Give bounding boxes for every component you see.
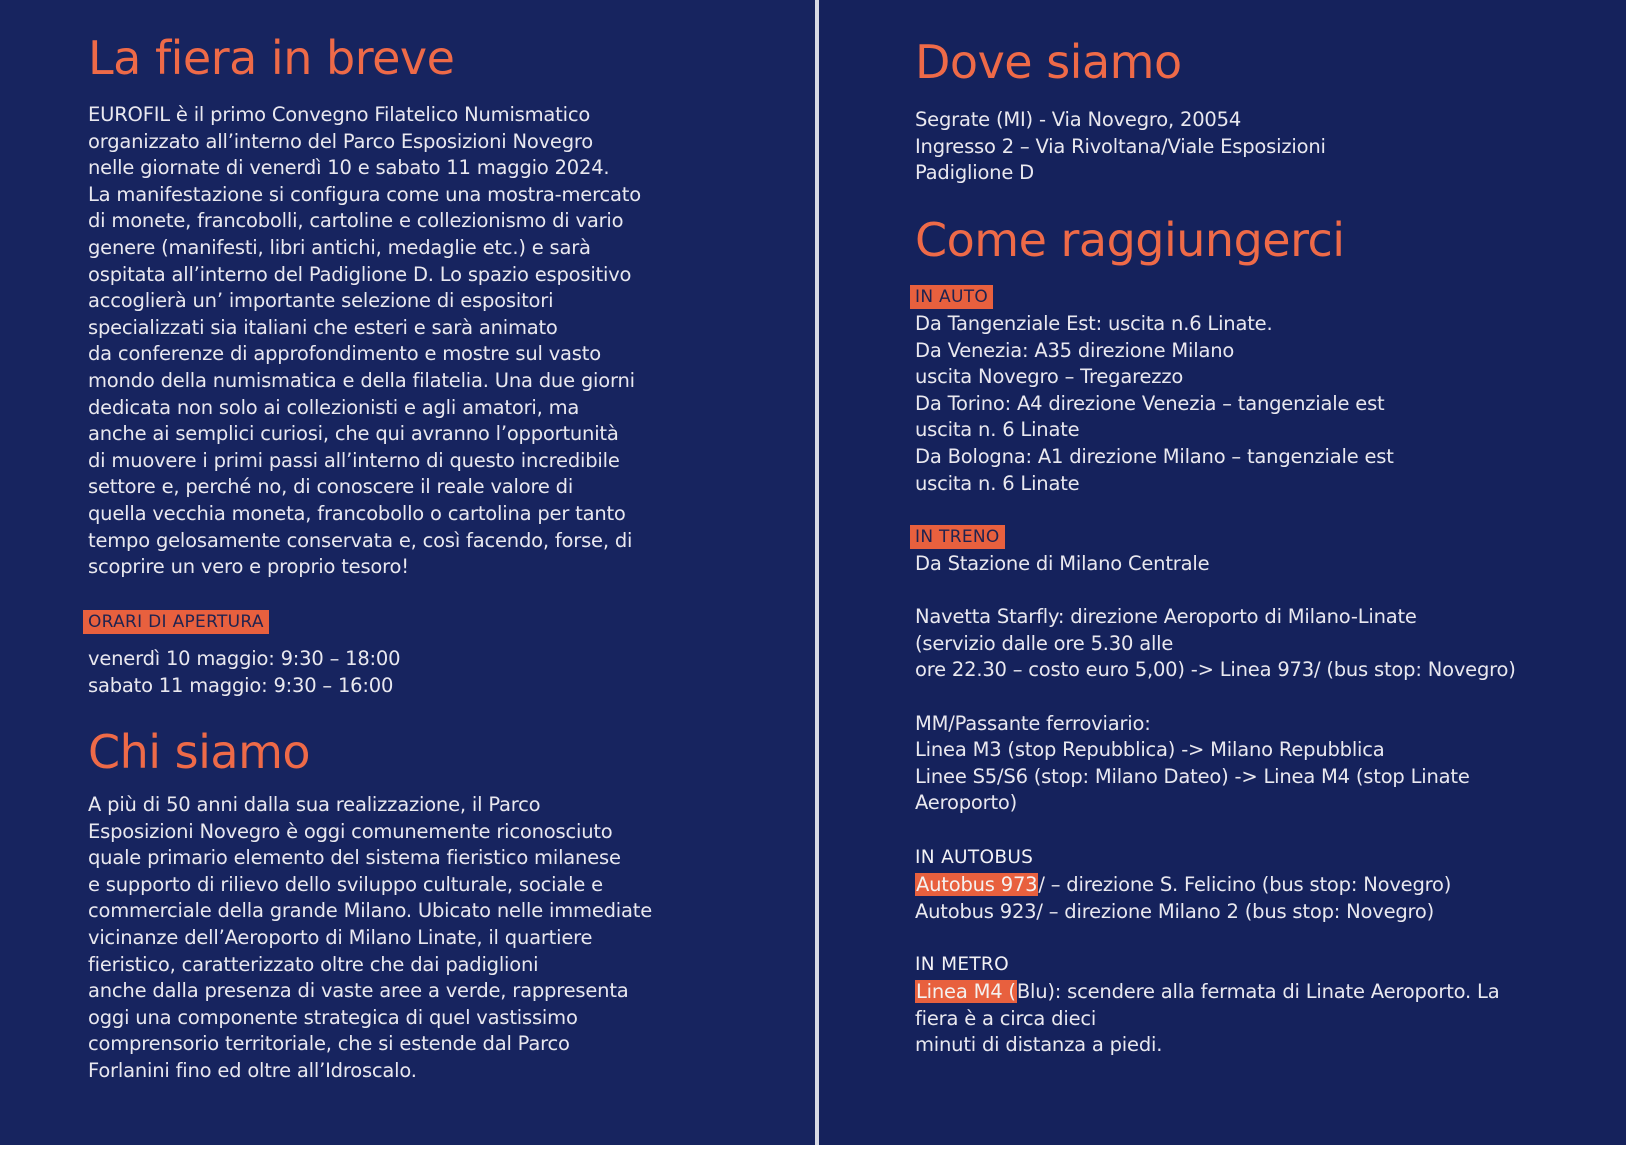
chi-title: Chi siamo (88, 725, 311, 779)
orari-times (88, 646, 400, 699)
metro-text: Blu): scendere alla fermata di Linate Aeroporto. La (1016, 980, 1500, 1003)
fiera-line: scoprire un vero e proprio tesoro! (88, 555, 409, 579)
auto-line: Da Tangenziale Est: uscita n.6 Linate. (915, 312, 1273, 335)
fiera-line: dedicata non solo ai collezionisti e agli amatori, ma (88, 395, 580, 419)
orari-line: venerdì 10 maggio: 9:30 – 18:00 (88, 647, 401, 670)
dove-line: Segrate (MI) - Via Novegro, 20054 (915, 108, 1242, 131)
navetta-line: ore 22.30 – costo euro 5,00) -> Linea 973/ (bus stop: Novegro) (915, 658, 1516, 682)
auto-line: uscita Novegro – Tregarezzo (915, 365, 1184, 389)
chi-paragraph (88, 792, 652, 1085)
fiera-line: accoglierà un’ importante selezione di espositori (88, 289, 554, 313)
navetta-line: Navetta Starfly: direzione Aeroporto di Milano-Linate (915, 605, 1417, 629)
fiera-line: mondo della numismatica e della filatelia. Una due giorni (88, 368, 635, 392)
spacer (915, 684, 1516, 711)
treno-label: IN TRENO (910, 525, 1005, 549)
fiera-line: di monete, francobolli, cartoline e collezionismo di vario (88, 209, 624, 233)
fiera-line: genere (manifesti, libri antichi, medaglie etc.) e sarà (88, 235, 591, 259)
bus-973-line (915, 872, 1451, 899)
bus-923-line: Autobus 923/ – direzione Milano 2 (bus stop: Novegro) (915, 899, 1435, 923)
fiera-line: anche ai semplici curiosi, che qui avranno l’opportunità (88, 422, 619, 446)
bus-973-text: / – direzione S. Felicino (bus stop: Novegro) (1038, 873, 1452, 896)
auto-line: Da Venezia: A35 direzione Milano (915, 338, 1235, 362)
treno-directions (915, 551, 1516, 817)
fiera-line: settore e, perché no, di conoscere il reale valore di (88, 475, 574, 499)
metro-label: IN METRO (915, 954, 1009, 975)
dove-line: Padiglione D (915, 161, 1034, 185)
fiera-title: La fiera in breve (88, 31, 455, 85)
auto-line: uscita n. 6 Linate (915, 418, 1080, 442)
orari-label: ORARI DI APERTURA (83, 610, 269, 634)
chi-line: e supporto di rilievo dello sviluppo culturale, sociale e (88, 872, 603, 896)
mm-line: Linea M3 (stop Repubblica) -> Milano Repubblica (915, 738, 1385, 762)
mm-line: Aeroporto) (915, 791, 1018, 815)
dove-address (915, 107, 1326, 187)
dove-title: Dove siamo (915, 35, 1182, 89)
metro-line: fiera è a circa dieci (915, 1006, 1097, 1030)
auto-directions (915, 311, 1394, 497)
autobus-directions (915, 872, 1451, 925)
treno-line: Da Stazione di Milano Centrale (915, 552, 1210, 575)
chi-line: fieristico, caratterizzato oltre che dai padiglioni (88, 952, 539, 976)
metro-highlight: Linea M4 ( (916, 980, 1016, 1003)
fiera-line: da conferenze di approfondimento e mostre sul vasto (88, 342, 601, 366)
fiera-line: di muovere i primi passi all’interno di questo incredibile (88, 448, 620, 472)
orari-line: sabato 11 maggio: 9:30 – 16:00 (88, 673, 394, 697)
mm-line: MM/Passante ferroviario: (915, 711, 1151, 735)
fiera-paragraph (88, 102, 641, 581)
mm-line: Linee S5/S6 (stop: Milano Dateo) -> Linea M4 (stop Linate (915, 764, 1470, 788)
bus-973-highlight: Autobus 973 (916, 873, 1038, 896)
fiera-line: nelle giornate di venerdì 10 e sabato 11 maggio 2024. (88, 156, 610, 180)
auto-line: Da Bologna: A1 direzione Milano – tangenziale est (915, 444, 1394, 468)
autobus-label: IN AUTOBUS (915, 847, 1034, 868)
dove-line: Ingresso 2 – Via Rivoltana/Viale Esposizioni (915, 134, 1326, 158)
chi-line: vicinanze dell’Aeroporto di Milano Linate, il quartiere (88, 925, 593, 949)
fiera-line: EUROFIL è il primo Convegno Filatelico Numismatico (88, 103, 591, 126)
spacer (915, 578, 1516, 605)
fiera-line: organizzato all’interno del Parco Esposizioni Novegro (88, 129, 594, 153)
auto-line: Da Torino: A4 direzione Venezia – tangenziale est (915, 391, 1385, 415)
fiera-line: specializzati sia italiani che esteri e sarà animato (88, 315, 558, 339)
fiera-line: tempo gelosamente conservata e, così facendo, forse, di (88, 528, 633, 552)
auto-line: uscita n. 6 Linate (915, 471, 1080, 495)
fiera-line: La manifestazione si configura come una mostra-mercato (88, 182, 641, 206)
chi-line: quale primario elemento del sistema fieristico milanese (88, 846, 621, 870)
chi-line: oggi una componente strategica di quel vastissimo (88, 1005, 578, 1029)
fiera-line: ospitata all’interno del Padiglione D. Lo spazio espositivo (88, 262, 632, 286)
metro-line-m4 (915, 979, 1499, 1006)
chi-line: comprensorio territoriale, che si estende dal Parco (88, 1032, 570, 1056)
chi-line: anche dalla presenza di vaste aree a verde, rappresenta (88, 979, 629, 1003)
auto-label: IN AUTO (910, 285, 993, 309)
chi-line: commerciale della grande Milano. Ubicato nelle immediate (88, 899, 653, 923)
chi-line: Esposizioni Novegro è oggi comunemente riconosciuto (88, 819, 613, 843)
navetta-line: (servizio dalle ore 5.30 alle (915, 631, 1174, 655)
chi-line: Forlanini fino ed oltre all’Idroscalo. (88, 1058, 417, 1082)
come-title: Come raggiungerci (915, 213, 1345, 267)
fiera-line: quella vecchia moneta, francobollo o cartolina per tanto (88, 501, 626, 525)
chi-line: A più di 50 anni dalla sua realizzazione, il Parco (88, 793, 541, 816)
metro-directions (915, 979, 1499, 1059)
metro-line: minuti di distanza a piedi. (915, 1033, 1163, 1057)
